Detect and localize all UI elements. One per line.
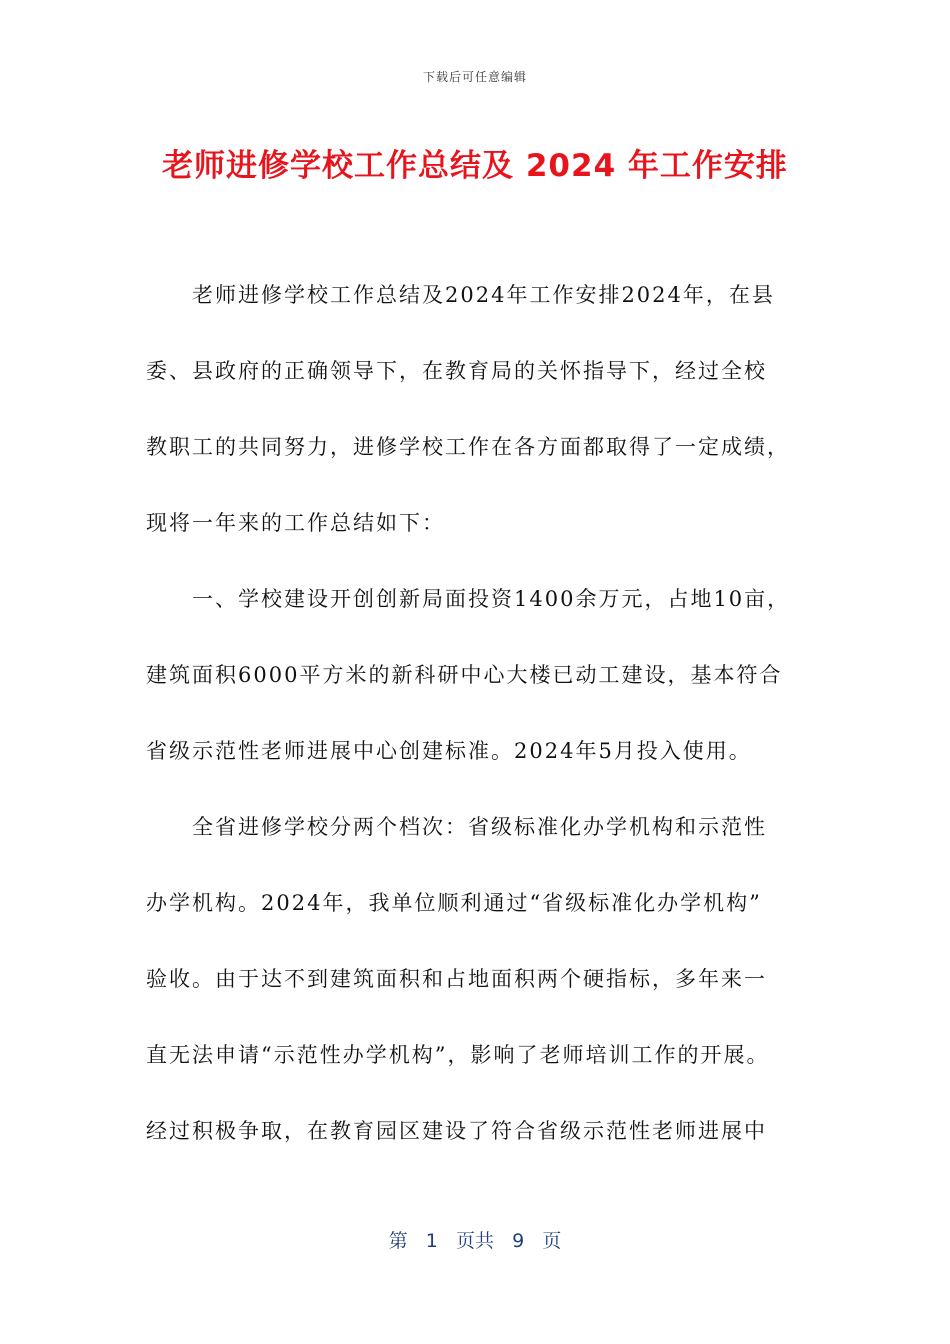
footer-middle: 页共 <box>455 1230 494 1252</box>
document-title: 老师进修学校工作总结及 2024 年工作安排 <box>162 148 788 184</box>
paragraph-line: 现将一年来的工作总结如下： <box>146 511 445 535</box>
paragraph-line: 建筑面积6000平方米的新科研中心大楼已动工建设，基本符合 <box>146 663 783 687</box>
current-page-number: 1 <box>425 1230 438 1252</box>
paragraph-line: 省级示范性老师进展中心创建标准。2024年5月投入使用。 <box>146 739 752 763</box>
footer-suffix: 页 <box>542 1230 562 1252</box>
paragraph-line: 委、县政府的正确领导下，在教育局的关怀指导下，经过全校 <box>146 359 767 383</box>
page-footer <box>0 1226 950 1253</box>
total-pages-number: 9 <box>512 1230 525 1252</box>
paragraph-line: 直无法申请“示范性办学机构”，影响了老师培训工作的开展。 <box>146 1043 770 1067</box>
document-body <box>146 272 806 1184</box>
paragraph-line: 老师进修学校工作总结及2024年工作安排2024年，在县 <box>192 283 775 307</box>
paragraph-line: 经过积极争取，在教育园区建设了符合省级示范性老师进展中 <box>146 1119 767 1143</box>
paragraph-line: 全省进修学校分两个档次：省级标准化办学机构和示范性 <box>192 815 767 839</box>
paragraph-line: 一、学校建设开创创新局面投资1400余万元，占地10亩， <box>192 587 791 611</box>
header-note: 下载后可任意编辑 <box>422 70 527 84</box>
paragraph-line: 办学机构。2024年，我单位顺利通过“省级标准化办学机构” <box>146 891 762 915</box>
footer-prefix: 第 <box>388 1230 408 1252</box>
paragraph-line: 验收。由于达不到建筑面积和占地面积两个硬指标，多年来一 <box>146 967 767 991</box>
paragraph-line: 教职工的共同努力，进修学校工作在各方面都取得了一定成绩， <box>146 435 790 459</box>
